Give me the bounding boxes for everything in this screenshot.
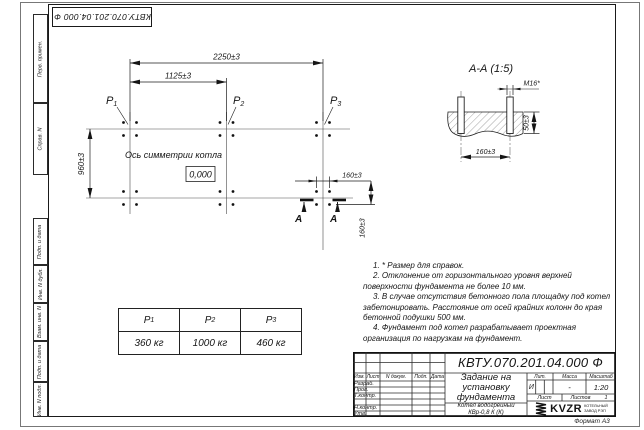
title-block-product — [445, 403, 527, 417]
boiler-symmetry-axis-label: Ось симметрии котла — [125, 150, 223, 160]
plan-dimension-lines — [90, 59, 375, 205]
title-block — [353, 352, 616, 417]
product-line-2: КВр-0,8 К (К) — [468, 410, 504, 416]
row-razrab: Разраб. — [354, 381, 374, 387]
section-letter-left: А — [295, 214, 303, 225]
sheets-label: Листов — [570, 394, 591, 401]
logo-sub-line-2: ЗАВОД РЭП — [584, 409, 606, 413]
anchor-stud-left — [458, 97, 464, 134]
margin-label: Взам. инв. N — [37, 305, 44, 339]
title-block-title — [445, 373, 527, 403]
dim-depth-label: 960±3 — [77, 152, 86, 176]
dim-section-spacing-label: 160±3 — [475, 149, 496, 156]
sheets-value: 1 — [604, 394, 608, 401]
thread-size-label: М16* — [523, 80, 540, 88]
load-point-p3-label: Р3 — [330, 95, 342, 108]
mass-label: Масса — [562, 373, 577, 380]
kvzr-logo-subtitle — [584, 404, 608, 413]
title-line-2: установку — [462, 382, 510, 393]
dim-bolt-y-label: 160±3 — [359, 218, 367, 238]
load-point-p1-label: Р1 — [106, 95, 118, 108]
notes-block — [363, 261, 616, 344]
scale-value: 1:20 — [593, 382, 609, 392]
margin-label: Подп. и дата — [37, 344, 44, 379]
row-nkontr: Н.контр. — [354, 405, 378, 411]
col-izm: Изм. — [354, 374, 365, 380]
format-label: Формат А3 — [574, 418, 610, 425]
section-letter-right: А — [330, 214, 338, 225]
level-mark-value: 0,000 — [189, 169, 212, 180]
load-table-value-p1: 360 кг — [119, 332, 179, 354]
title-block-doc-number: КВТУ.070.201.04.000 Ф — [458, 355, 603, 370]
margin-label: Справ. N — [37, 127, 44, 151]
col-list: Лист — [366, 374, 380, 380]
dim-total-width-label: 2250±3 — [213, 52, 240, 62]
scale-label: Масштаб — [589, 373, 613, 380]
margin-label: Подп. и дата — [37, 224, 44, 259]
col-podp: Подп. — [414, 374, 428, 380]
title-line-3: фундамента — [456, 392, 516, 403]
row-prov: Пров. — [354, 387, 369, 393]
load-table-value-p3: 460 кг — [241, 332, 301, 354]
row-tkontr: Т.контр. — [354, 393, 377, 399]
dim-bolt-x-label: 160±3 — [342, 172, 362, 180]
dim-half-width-label: 1125±3 — [164, 71, 192, 81]
note-3: 3. В случае отсутствия бетонного пола площадку под котел забетонировать. Расстояние от осей крайних колонн до края бетонной подушки 500 мм. — [363, 292, 611, 323]
company-logo-cell — [527, 401, 616, 417]
load-table-header-p1: Р 1 — [119, 309, 179, 331]
load-table — [118, 308, 302, 355]
col-ndokum: N докум. — [385, 374, 407, 380]
note-1: 1. * Размер для справок. — [373, 261, 465, 270]
lit-value: И — [528, 383, 534, 391]
top-doc-number-text: КВТУ.070.201.04.000 Ф — [53, 12, 151, 22]
note-4: 4. Фундамент под котел разрабатывает проектная организация по нагрузкам на фундамент. — [363, 323, 576, 343]
col-data: Дата — [430, 374, 445, 380]
load-point-p2-label: Р2 — [233, 95, 245, 108]
mass-value: - — [568, 382, 571, 392]
dim-protrusion-label: 50±3 — [523, 115, 531, 131]
margin-label: Инв. N дубл. — [37, 268, 44, 300]
margin-label: Перв. примен. — [37, 40, 44, 77]
logo-sub-line-1: КОТЕЛЬНЫЙ — [584, 404, 608, 409]
product-line-1: Котел водогрейный — [457, 403, 515, 410]
margin-label: Инв. N подл. — [37, 383, 44, 416]
title-line-1: Задание на — [460, 373, 512, 383]
lit-label: Лит. — [534, 373, 546, 380]
kvzr-logo-text: KVZR — [550, 403, 583, 415]
kvzr-spring-icon — [535, 402, 548, 416]
section-view-title: А-А (1:5) — [468, 63, 514, 75]
sheet-label: Лист — [537, 394, 552, 401]
note-2: 2. Отклонение от горизонтального уровня верхней поверхности фундамента не более 10 мм. — [363, 271, 572, 291]
sheets-cell — [562, 394, 616, 401]
row-utv: Утв. — [354, 411, 367, 417]
load-table-value-p2: 1000 кг — [180, 332, 240, 354]
anchor-stud-right — [507, 97, 513, 134]
load-table-header-p3: Р 3 — [241, 309, 301, 331]
load-table-header-p2: Р 2 — [180, 309, 240, 331]
